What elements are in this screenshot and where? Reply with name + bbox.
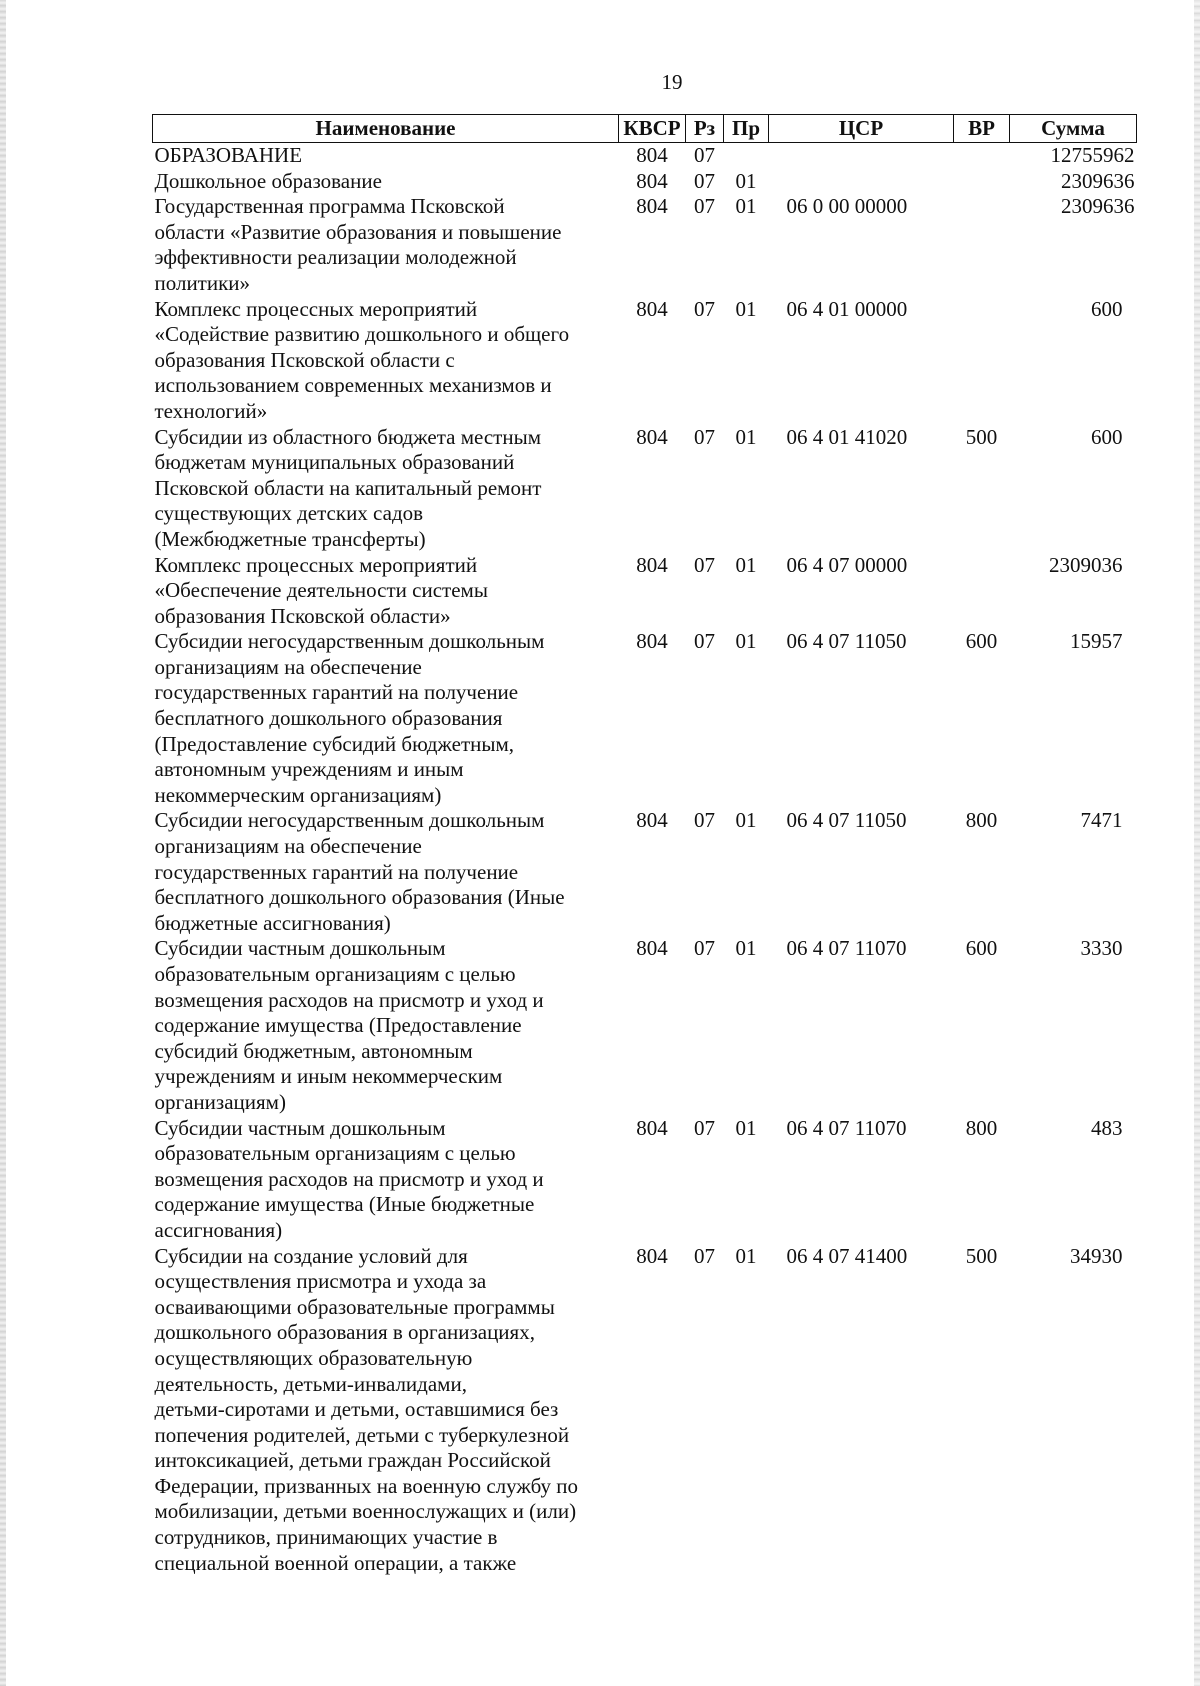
row-csr: 06 4 07 11050: [786, 808, 907, 833]
row-name: Комплекс процессных мероприятий «Обеспечение деятельности системы образования Псковской области»: [154, 552, 488, 628]
row-sum: 2309636: [1061, 168, 1135, 193]
row-rz: 07: [694, 1115, 715, 1140]
row-name: Субсидии на создание условий для осуществления присмотра и ухода за осваивающими образовательные программы дошкольного образования в организациях, осуществляющих образовательную деятельность, детьми-инвалидами, детьми-сиротами и детьми, оставшимися без попечения родителей, детьми с туберкулезной интоксикацией, детьми граждан Российской Федерации, призванных на военную службу по мобилизации, детьми военнослужащих и (или) сотрудников, принимающих участие в специальной военной операции, а также: [154, 1243, 578, 1575]
row-name: Субсидии негосударственным дошкольным организациям на обеспечение государственных гарантий на получение бесплатного дошкольного образования (Иные бюджетные ассигнования): [154, 808, 565, 935]
row-rz: 07: [694, 296, 715, 321]
row-kvsr: 804: [636, 143, 668, 167]
header-sum: Сумма: [1010, 115, 1137, 143]
row-sum: 600: [1091, 424, 1123, 449]
row-kvsr: 804: [636, 194, 668, 219]
row-rz: 07: [694, 552, 715, 577]
row-name: Государственная программа Псковской области «Развитие образования и повышение эффективности реализации молодежной политики»: [154, 194, 562, 295]
row-kvsr: 804: [636, 296, 668, 321]
row-pr: 01: [735, 424, 757, 449]
header-rz: Рз: [686, 115, 724, 143]
row-rz: 07: [694, 168, 715, 193]
row-rz: 07: [694, 1243, 715, 1268]
row-rz: 07: [694, 808, 715, 833]
row-name: Комплекс процессных мероприятий «Содействие развитию дошкольного и общего образования Псковской области с использованием современных механизмов и технологий»: [154, 296, 570, 423]
row-kvsr: 804: [636, 552, 668, 577]
row-vr: [954, 169, 1010, 195]
row-sum: 2309036: [1049, 552, 1123, 577]
row-kvsr: 804: [636, 1115, 668, 1140]
scan-edge-left: [0, 0, 6, 1686]
row-vr: 500: [965, 424, 998, 449]
row-kvsr: 804: [636, 629, 668, 654]
row-pr: 01: [735, 296, 757, 321]
row-csr: 06 4 01 00000: [786, 296, 908, 321]
row-sum: 483: [1091, 1115, 1123, 1140]
table-row: [153, 1244, 1137, 1577]
row-sum: 2309636: [1061, 194, 1135, 219]
row-vr: [954, 297, 1010, 425]
row-name: Субсидии из областного бюджета местным бюджетам муниципальных образований Псковской области на капитальный ремонт существующих детских садов (Межбюджетные трансферты): [154, 424, 542, 551]
header-name: Наименование: [153, 115, 619, 143]
row-sum: 12755962: [1050, 143, 1135, 167]
row-name: Субсидии частным дошкольным образовательным организациям с целью возмещения расходов на присмотр и уход и содержание имущества (Предоставление субсидий бюджетным, автономным учреждениям и иным некоммерческим организациям): [154, 936, 544, 1114]
row-vr: 600: [965, 629, 998, 654]
row-csr: 06 4 07 11070: [786, 1115, 907, 1140]
budget-table: [152, 114, 1137, 1576]
row-rz: 07: [694, 143, 715, 167]
row-vr: [954, 194, 1010, 296]
header-csr: ЦСР: [769, 115, 954, 143]
row-pr: 01: [735, 194, 757, 219]
row-csr: [769, 169, 954, 195]
header-kvsr: КВСР: [619, 115, 686, 143]
row-sum: 3330: [1080, 936, 1123, 961]
row-pr: 01: [735, 552, 757, 577]
row-pr: 01: [735, 168, 757, 193]
row-vr: [954, 553, 1010, 630]
row-pr: 01: [735, 1115, 757, 1140]
table-row: [153, 194, 1137, 296]
table-row: [153, 629, 1137, 808]
table-row: [153, 169, 1137, 195]
row-sum: 15957: [1070, 629, 1123, 654]
row-csr: 06 0 00 00000: [786, 194, 908, 219]
row-kvsr: 804: [636, 1243, 668, 1268]
row-name: Дошкольное образование: [154, 168, 382, 193]
row-name: Субсидии частным дошкольным образовательным организациям с целью возмещения расходов на присмотр и уход и содержание имущества (Иные бюджетные ассигнования): [154, 1115, 544, 1242]
row-vr: 600: [965, 936, 998, 961]
table-row: [153, 425, 1137, 553]
row-name: Субсидии негосударственным дошкольным организациям на обеспечение государственных гарантий на получение бесплатного дошкольного образования (Предоставление субсидий бюджетным, автономным учреждениям и иным некоммерческим организациям): [154, 629, 545, 807]
row-pr: 01: [735, 1243, 757, 1268]
scan-edge-right: [1194, 0, 1200, 1686]
row-kvsr: 804: [636, 936, 668, 961]
row-pr: 01: [735, 808, 757, 833]
row-csr: [769, 143, 954, 169]
row-pr: 01: [735, 936, 757, 961]
row-csr: 06 4 07 11070: [786, 936, 907, 961]
row-sum: 34930: [1070, 1243, 1123, 1268]
table-row: [153, 808, 1137, 936]
row-rz: 07: [694, 194, 715, 219]
page-number: 19: [661, 70, 683, 94]
table-header: [153, 115, 1137, 143]
row-pr: [724, 143, 769, 169]
row-rz: 07: [694, 936, 715, 961]
row-csr: 06 4 07 11050: [786, 629, 907, 654]
row-rz: 07: [694, 629, 715, 654]
row-vr: [954, 143, 1010, 169]
table-row: [153, 297, 1137, 425]
table-row: [153, 553, 1137, 630]
table-row: [153, 143, 1137, 169]
header-vr: ВР: [954, 115, 1010, 143]
row-vr: 800: [965, 1115, 998, 1140]
header-row: [153, 115, 1137, 143]
row-kvsr: 804: [636, 424, 668, 449]
table-row: [153, 936, 1137, 1115]
row-kvsr: 804: [636, 168, 668, 193]
row-rz: 07: [694, 424, 715, 449]
row-csr: 06 4 01 41020: [786, 424, 908, 449]
row-kvsr: 804: [636, 808, 668, 833]
row-name: ОБРАЗОВАНИЕ: [154, 143, 303, 167]
row-pr: 01: [735, 629, 757, 654]
row-vr: 800: [965, 808, 998, 833]
row-sum: 600: [1091, 296, 1123, 321]
row-csr: 06 4 07 00000: [786, 552, 908, 577]
header-pr: Пр: [724, 115, 769, 143]
row-sum: 7471: [1080, 808, 1123, 833]
table-row: [153, 1116, 1137, 1244]
row-vr: 500: [965, 1243, 998, 1268]
table-body: [153, 143, 1137, 1577]
row-csr: 06 4 07 41400: [786, 1243, 908, 1268]
